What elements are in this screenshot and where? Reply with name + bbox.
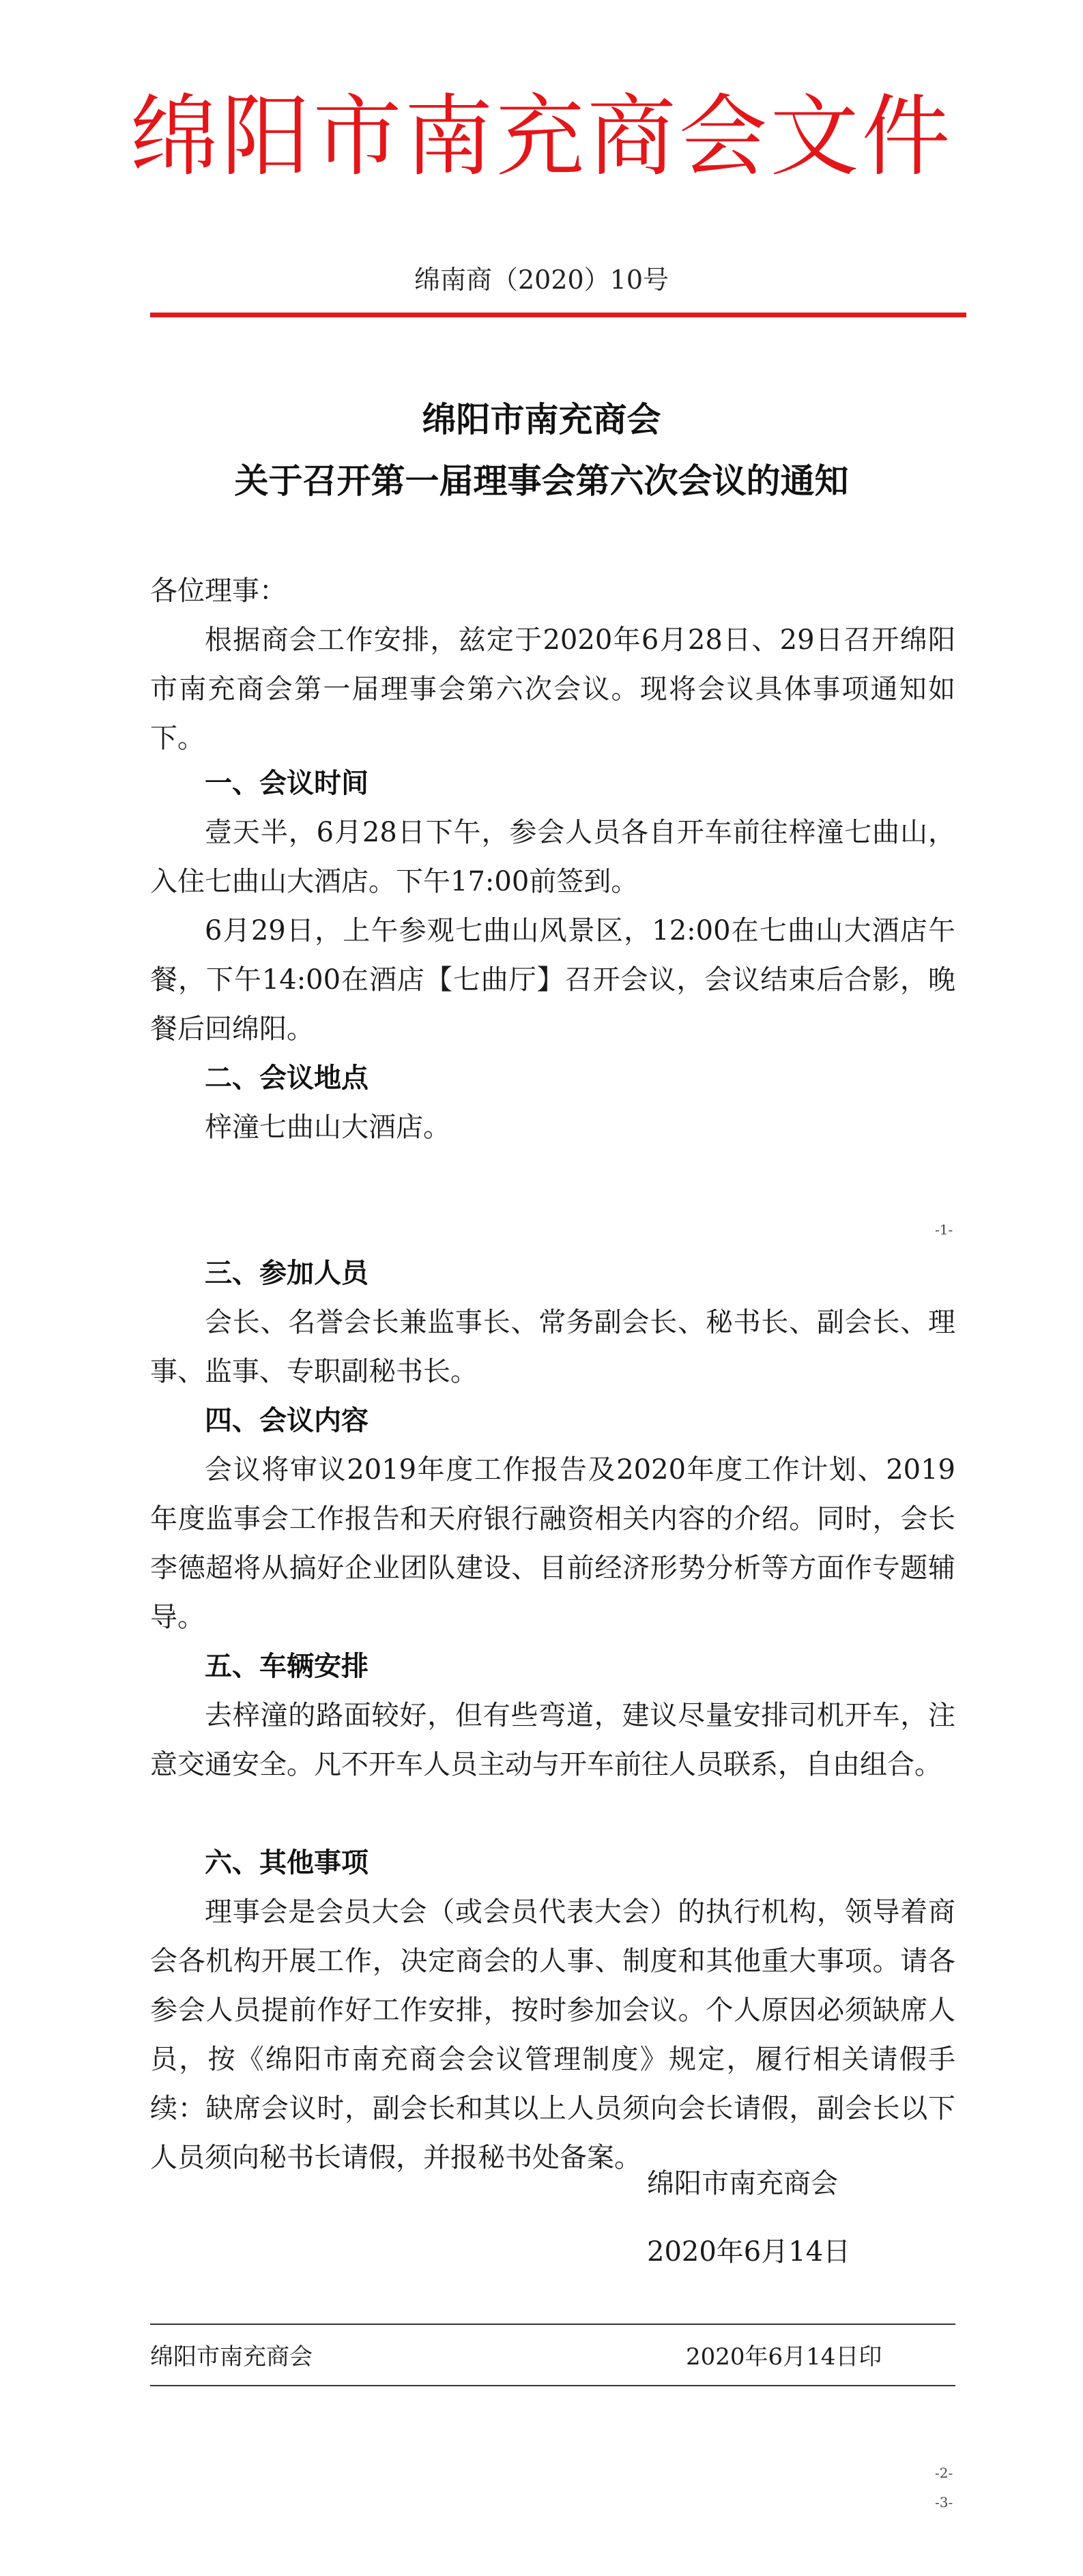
page-number-2: -2-: [935, 2465, 953, 2481]
section-time-paragraph-2: 6月29日，上午参观七曲山风景区，12:00在七曲山大酒店午餐，下午14:00在酒店【七曲厅】召开会议，会议结束后合影，晚餐后回绵阳。: [150, 915, 955, 1045]
section-heading-other: 六、其他事项: [205, 1847, 369, 1879]
page-number-1: -1-: [935, 1221, 953, 1238]
signature-organization: 绵阳市南充商会: [647, 2168, 838, 2199]
signature-date: 2020年6月14日: [647, 2236, 851, 2268]
document-number: 绵南商（2020）10号: [414, 265, 669, 295]
footer-bottom-rule: [150, 2385, 955, 2386]
footer-organization: 绵阳市南充商会: [150, 2343, 313, 2371]
intro-paragraph: 根据商会工作安排，兹定于2020年6月28日、29日召开绵阳市南充商会第一届理事会第六次会议。现将会议具体事项通知如下。: [150, 624, 955, 754]
section-vehicles-paragraph: 去梓潼的路面较好，但有些弯道，建议尽量安排司机开车，注意交通安全。凡不开车人员主动与开车前往人员联系，自由组合。: [150, 1700, 955, 1780]
section-heading-vehicles: 五、车辆安排: [205, 1651, 369, 1682]
section-other-paragraph: 理事会是会员大会（或会员代表大会）的执行机构，领导着商会各机构开展工作，决定商会的人事、制度和其他重大事项。请各参会人员提前作好工作安排，按时参加会议。个人原因必须缺席人员，按《绵阳市南充商会会议管理制度》规定，履行相关请假手续：缺席会议时，副会长和其以上人员须向会长请假，副会长以下人员须向秘书长请假，并报秘书处备案。: [150, 1896, 955, 2173]
footer-top-rule: [150, 2324, 955, 2325]
section-attendees-paragraph: 会长、名誉会长兼监事长、常务副会长、秘书长、副会长、理事、监事、专职副秘书长。: [150, 1307, 955, 1387]
section-heading-location: 二、会议地点: [205, 1062, 369, 1094]
notice-title-line1: 绵阳市南充商会: [422, 399, 661, 439]
section-heading-content: 四、会议内容: [205, 1405, 369, 1436]
footer-printed-date: 2020年6月14日印: [686, 2343, 882, 2371]
section-content-paragraph: 会议将审议2019年度工作报告及2020年度工作计划、2019年度监事会工作报告和天府银行融资相关内容的介绍。同时，会长李德超将从搞好企业团队建设、目前经济形势分析等方面作专题辅导。: [150, 1454, 955, 1633]
section-heading-attendees: 三、参加人员: [205, 1258, 369, 1289]
document-header-title: 绵阳市南充商会文件: [130, 85, 953, 188]
page-number-3: -3-: [935, 2494, 953, 2510]
notice-title-line2: 关于召开第一届理事会第六次会议的通知: [234, 461, 849, 501]
section-location-paragraph: 梓潼七曲山大酒店。: [205, 1112, 450, 1143]
salutation: 各位理事：: [150, 575, 287, 607]
section-heading-time: 一、会议时间: [205, 768, 369, 799]
section-time-paragraph-1: 壹天半，6月28日下午，参会人员各自开车前往梓潼七曲山，入住七曲山大酒店。下午17:00前签到。: [150, 817, 955, 897]
red-divider-line: [150, 313, 966, 317]
